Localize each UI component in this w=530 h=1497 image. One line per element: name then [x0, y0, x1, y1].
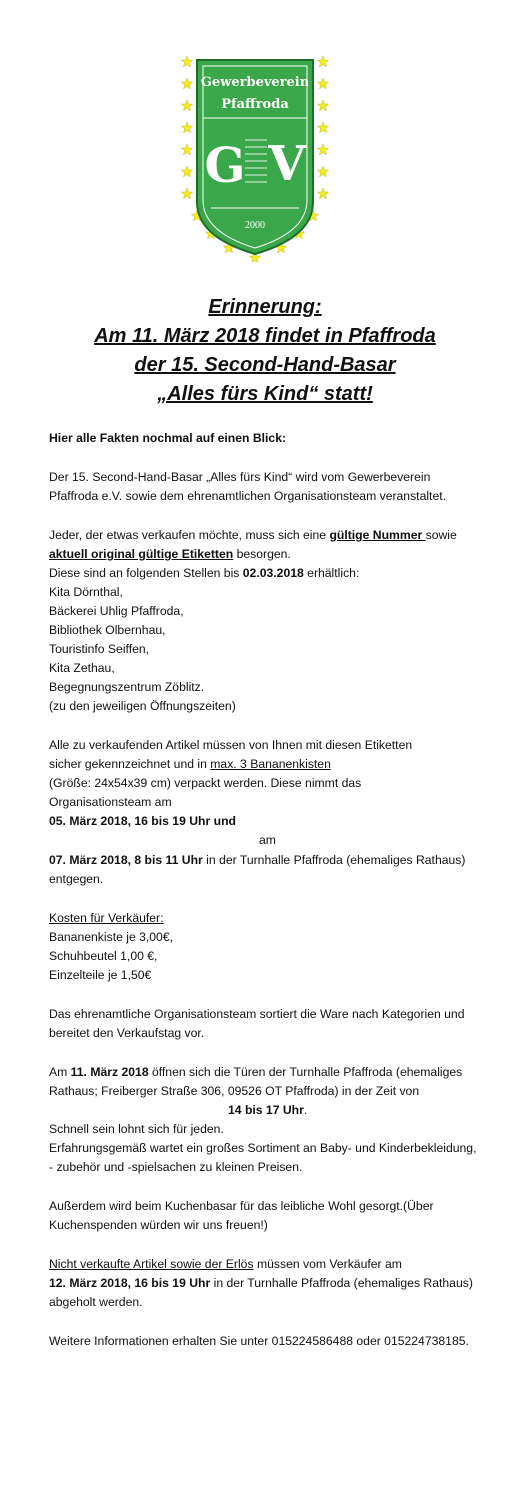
logo-initial-g: G — [204, 138, 246, 194]
star-icon — [181, 188, 192, 199]
star-icon — [317, 100, 328, 111]
costs-heading: Kosten für Verkäufer: — [49, 911, 164, 925]
p3-line-7 — [49, 851, 465, 870]
logo-initial-v: V — [268, 136, 306, 192]
p3-line-2 — [49, 755, 331, 774]
contact-info: Weitere Informationen erhalten Sie unter 015224586488 oder 015224738185. — [49, 1334, 469, 1348]
logo-name-line2: Pfaffroda — [221, 97, 289, 112]
p1-line-2: Pfaffroda e.V. sowie dem ehrenamtlichen Organisationsteam veranstaltet. — [49, 489, 446, 503]
intro-heading: Hier alle Fakten nochmal auf einen Blick: — [49, 431, 287, 445]
cost-item: Einzelteile je 1,50€ — [49, 968, 152, 982]
star-icon — [181, 100, 192, 111]
place-item: Bäckerei Uhlig Pfaffroda, — [49, 604, 184, 618]
sale-hours: 14 bis 17 Uhr — [228, 1103, 304, 1117]
p3-line-3: (Größe: 24x54x39 cm) verpackt werden. Diese nimmt das — [49, 776, 362, 790]
p5-text: . — [303, 1103, 308, 1117]
p3-line-1: Alle zu verkaufenden Artikel müssen von Ihnen mit diesen Etiketten — [49, 738, 413, 752]
p2-text: Diese sind an folgenden Stellen bis — [49, 566, 243, 580]
valid-number-emphasis: gültige Nummer — [329, 528, 426, 542]
headline-line-4: „Alles fürs Kind“ statt! — [157, 383, 373, 405]
p2-text: erhältlich: — [303, 566, 360, 580]
place-item: Kita Zethau, — [49, 661, 115, 675]
headline-line-2: Am 11. März 2018 findet in Pfaffroda — [94, 325, 436, 347]
p5-line-1 — [49, 1063, 462, 1082]
p5-text: öffnen sich die Türen der Turnhalle Pfaffroda (ehemaliges — [148, 1065, 463, 1079]
p2-line-1 — [49, 526, 457, 545]
star-icon — [181, 78, 192, 89]
p7-line-2 — [49, 1274, 473, 1293]
max-boxes-emphasis: max. 3 Bananenkisten — [210, 757, 331, 771]
dropoff-date-2: 07. März 2018, 8 bis 11 Uhr — [49, 853, 203, 867]
place-item: Bibliothek Olbernhau, — [49, 623, 166, 637]
star-icon — [317, 56, 328, 67]
logo-year: 2000 — [245, 220, 265, 231]
p5-line-3 — [228, 1101, 307, 1120]
p2-text: besorgen. — [233, 547, 291, 561]
p3-am: am — [259, 833, 276, 847]
p3-line-8: entgegen. — [49, 872, 104, 886]
star-icon — [317, 166, 328, 177]
p7-text: müssen vom Verkäufer am — [253, 1257, 402, 1271]
unsold-items-emphasis: Nicht verkaufte Artikel sowie der Erlös — [49, 1257, 254, 1271]
p3-line-4: Organisationsteam am — [49, 795, 172, 809]
p3-text: in der Turnhalle Pfaffroda (ehemaliges Rathaus) — [202, 853, 466, 867]
p1-line-1: Der 15. Second-Hand-Basar „Alles fürs Kind“ wird vom Gewerbeverein — [49, 470, 431, 484]
star-icon — [317, 188, 328, 199]
deadline-date: 02.03.2018 — [242, 566, 304, 580]
p4-line-1: Das ehrenamtliche Organisationsteam sortiert die Ware nach Kategorien und — [49, 1007, 465, 1021]
star-icon — [181, 122, 192, 133]
dropoff-date-1: 05. März 2018, 16 bis 19 Uhr und — [49, 814, 236, 828]
place-item: Touristinfo Seiffen, — [49, 642, 150, 656]
star-icon — [317, 144, 328, 155]
p6-line-2: Kuchenspenden würden wir uns freuen!) — [49, 1218, 268, 1232]
p2-line-3 — [49, 564, 359, 583]
logo-name-line1: Gewerbeverein — [200, 75, 310, 90]
p2-line-2 — [49, 545, 291, 564]
p2-text: Jeder, der etwas verkaufen möchte, muss sich eine — [49, 528, 330, 542]
p6-line-1: Außerdem wird beim Kuchenbasar für das leibliche Wohl gesorgt.(Über — [49, 1199, 434, 1213]
p5-line-5: Erfahrungsgemäß wartet ein großes Sortiment an Baby- und Kinderbekleidung, — [49, 1141, 477, 1155]
star-icon — [317, 122, 328, 133]
cost-item: Bananenkiste je 3,00€, — [49, 930, 173, 944]
star-icon — [181, 56, 192, 67]
star-icon — [317, 78, 328, 89]
p7-line-1 — [49, 1255, 402, 1274]
gewerbeverein-logo — [175, 52, 335, 262]
p5-text: Am — [49, 1065, 71, 1079]
cost-item: Schuhbeutel 1,00 €, — [49, 949, 158, 963]
headline-line-1: Erinnerung: — [208, 296, 322, 318]
sale-date: 11. März 2018 — [70, 1065, 149, 1079]
p3-text: sicher gekennzeichnet und in — [49, 757, 211, 771]
p5-line-2: Rathaus; Freiberger Straße 306, 09526 OT Pfaffroda) in der Zeit von — [49, 1084, 420, 1098]
labels-emphasis: aktuell original gültige Etiketten — [49, 547, 234, 561]
p7-text: in der Turnhalle Pfaffroda (ehemaliges Rathaus) — [210, 1276, 473, 1290]
headline — [0, 293, 530, 409]
p2-text: sowie — [425, 528, 457, 542]
p4-line-2: bereitet den Verkaufstag vor. — [49, 1026, 205, 1040]
p5-line-4: Schnell sein lohnt sich für jeden. — [49, 1122, 224, 1136]
star-icon — [181, 144, 192, 155]
star-icon — [181, 166, 192, 177]
p5-line-6: - zubehör und -spielsachen zu kleinen Preisen. — [49, 1160, 303, 1174]
headline-line-3: der 15. Second-Hand-Basar — [134, 354, 396, 376]
place-item: Kita Dörnthal, — [49, 585, 123, 599]
pickup-date: 12. März 2018, 16 bis 19 Uhr — [49, 1276, 211, 1290]
opening-hours-note: (zu den jeweiligen Öffnungszeiten) — [49, 699, 236, 713]
place-item: Begegnungszentrum Zöblitz. — [49, 680, 205, 694]
p7-line-3: abgeholt werden. — [49, 1295, 143, 1309]
